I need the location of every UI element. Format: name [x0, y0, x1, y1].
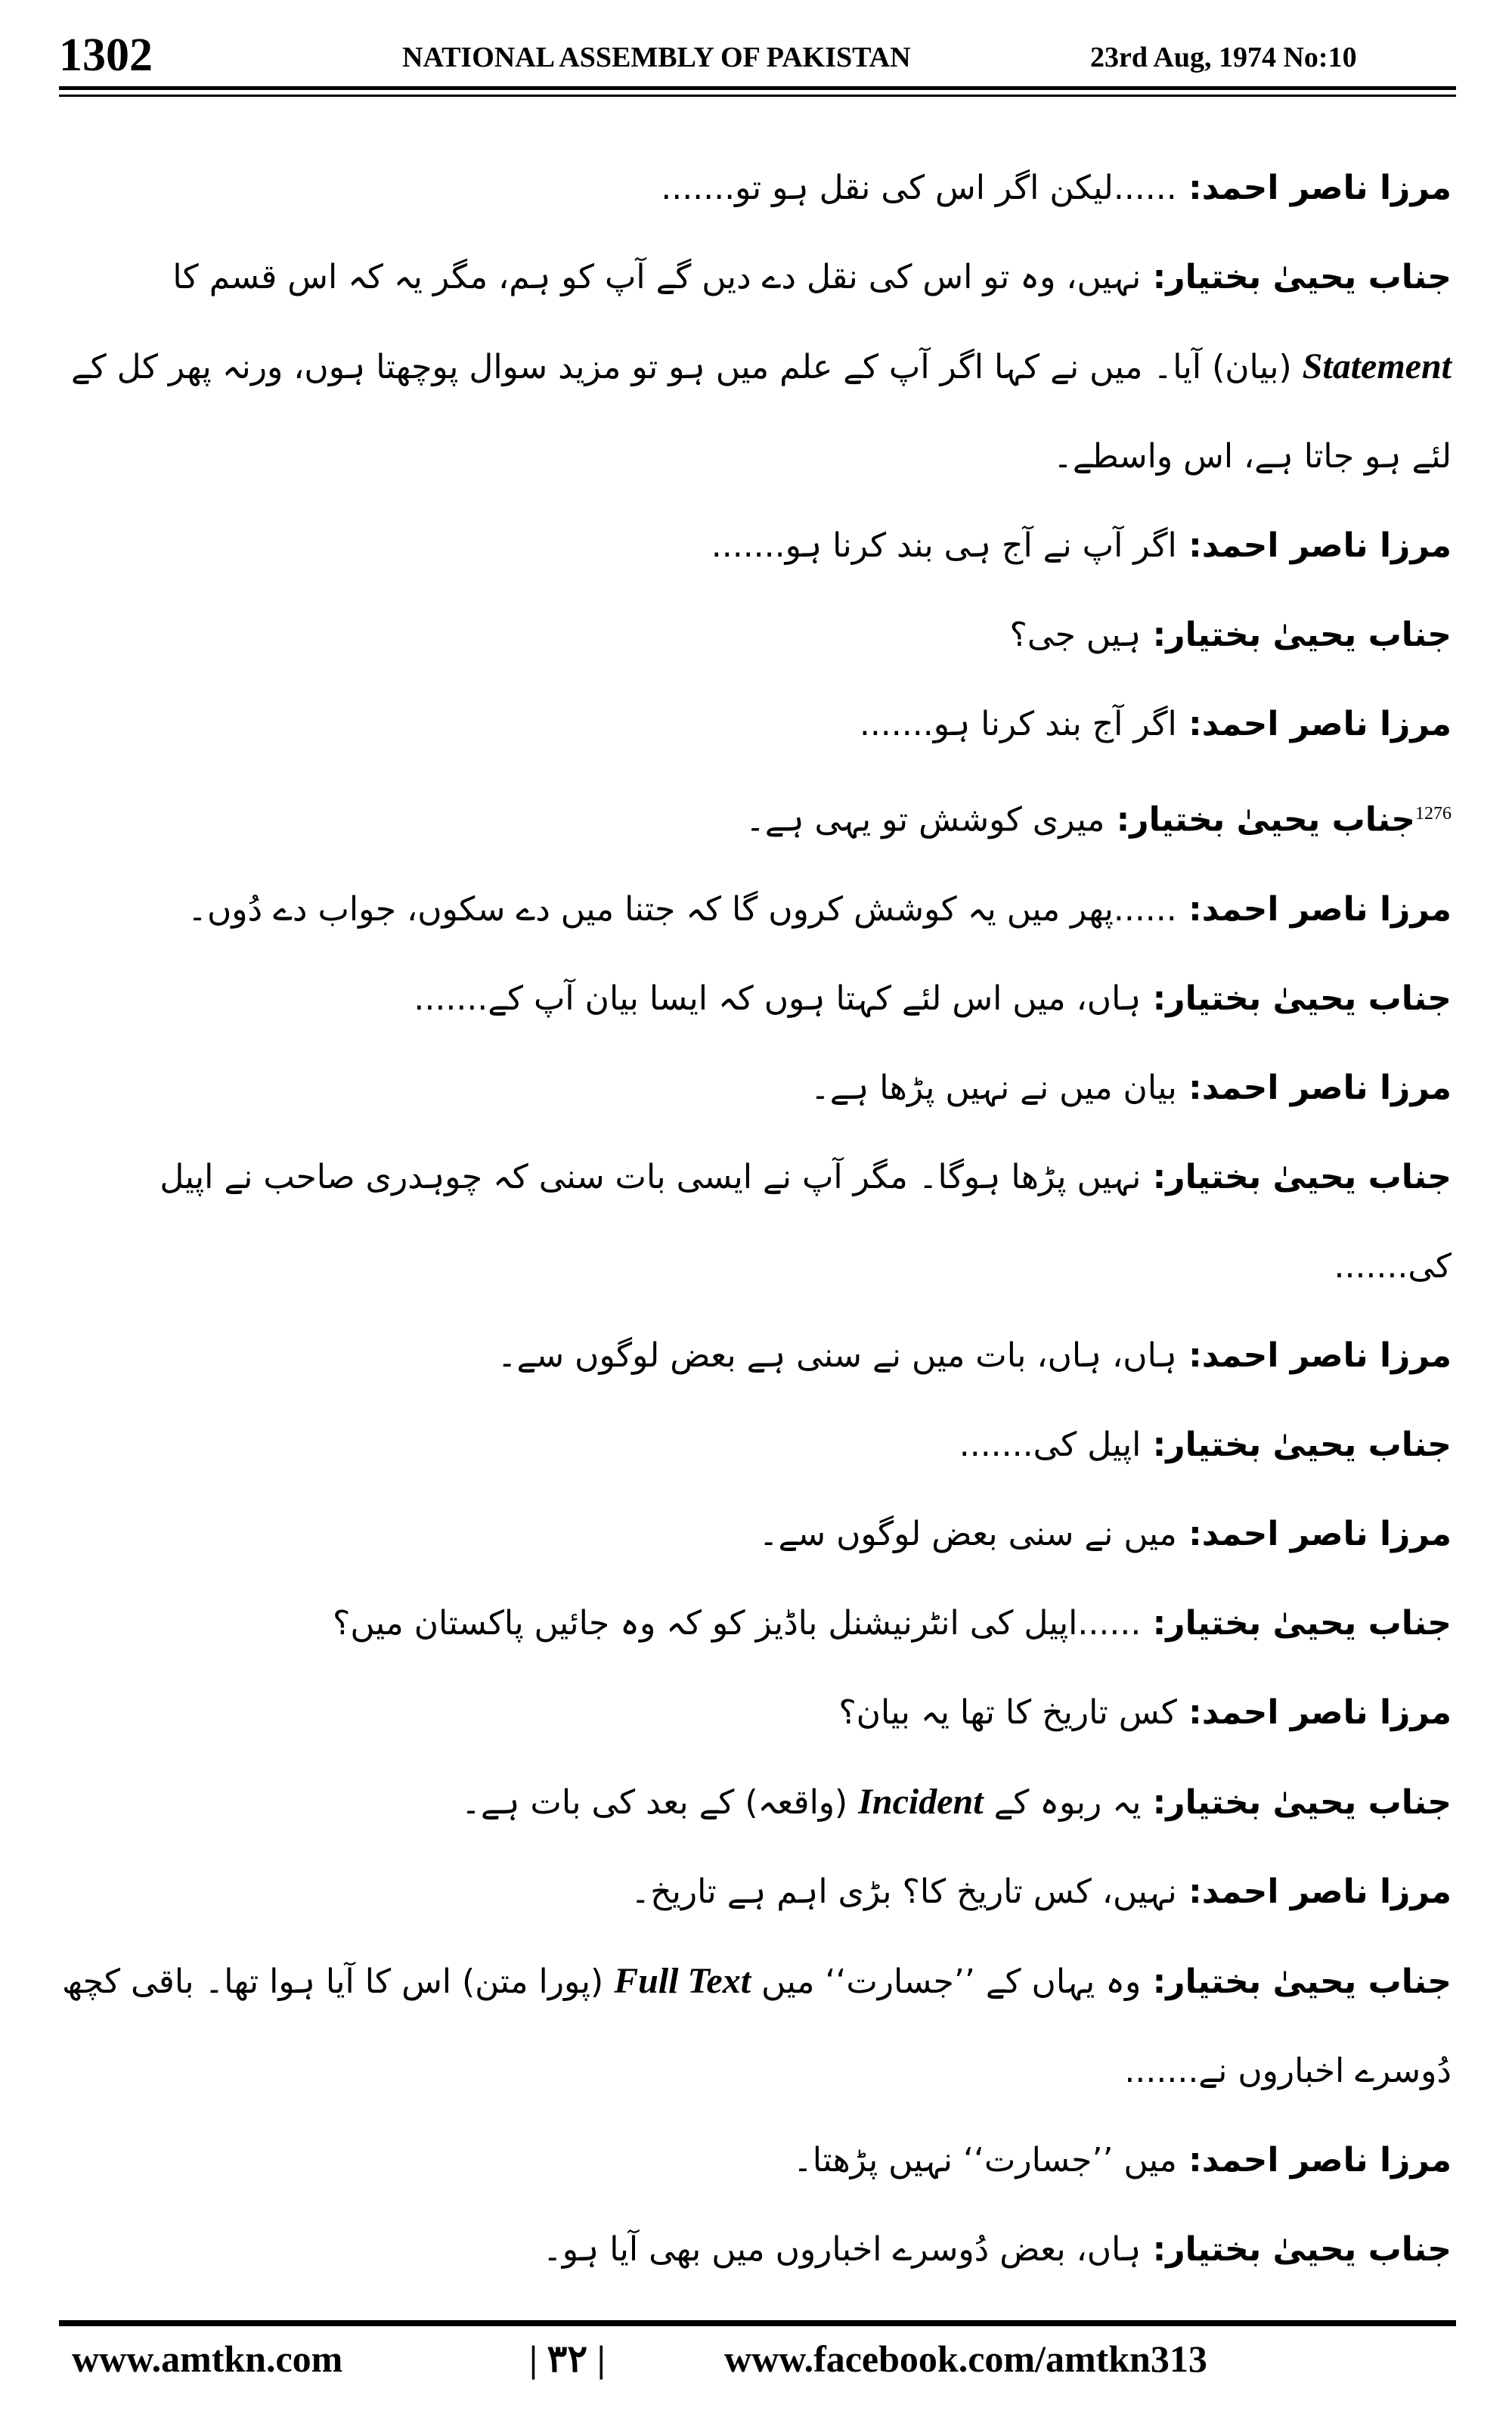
transcript-entry: $^{1276}$جناب یحییٰ بختیار: میری کوشش تو یہی ہے۔ — [745, 800, 1452, 839]
transcript-entry: مرزا ناصر احمد: میں ’’جسارت‘‘ نہیں پڑھتا۔ — [793, 2140, 1452, 2180]
speaker-name: مرزا ناصر احمد — [1201, 526, 1452, 565]
header-title: NATIONAL ASSEMBLY OF PAKISTAN — [402, 42, 911, 73]
speaker-name: جناب یحییٰ بختیار — [1166, 1782, 1452, 1822]
speaker-name: جناب یحییٰ بختیار — [1166, 2229, 1452, 2269]
transcript-entry: جناب یحییٰ بختیار: ......اپیل کی انٹرنیشنل باڈیز کو کہ وہ جائیں پاکستان میں؟ — [333, 1603, 1452, 1643]
transcript-entry: مرزا ناصر احمد: بیان میں نے نہیں پڑھا ہے۔ — [810, 1068, 1452, 1107]
speech-text: میں نے سنی بعض لوگوں سے۔ — [758, 1514, 1177, 1553]
transcript-entry: جناب یحییٰ بختیار: ہاں، میں اس لئے کہتا ہوں کہ ایسا بیان آپ کے....... — [414, 979, 1452, 1018]
speech-text: نہیں پڑھا ہوگا۔ مگر آپ نے ایسی بات سنی کہ چوہدری صاحب نے اپیل کی....... — [160, 1157, 1452, 1286]
speech-text: میں ’’جسارت‘‘ نہیں پڑھتا۔ — [793, 2140, 1177, 2180]
speech-text: وہ یہاں کے ’’جسارت‘‘ میں — [761, 1962, 1142, 2001]
transcript-entry: مرزا ناصر احمد: اگر آپ نے آج ہی بند کرنا ہو....... — [711, 526, 1452, 565]
speech-text: ہاں، بعض دُوسرے اخباروں میں بھی آیا ہو۔ — [542, 2229, 1142, 2269]
speaker-name: مرزا ناصر احمد — [1201, 1068, 1452, 1107]
speech-text: ہاں، میں اس لئے کہتا ہوں کہ ایسا بیان آپ کے....... — [414, 979, 1142, 1018]
speaker-name: جناب یحییٰ بختیار — [1166, 1425, 1452, 1464]
speaker-name: جناب یحییٰ بختیار — [1166, 258, 1452, 296]
transcript-entry: جناب یحییٰ بختیار: یہ ربوہ کے Incident (واقعہ) کے بعد کی بات ہے۔ — [461, 1781, 1452, 1822]
speech-text: اپیل کی....... — [959, 1425, 1142, 1464]
footer-page-number: | ۳۲ | — [529, 2338, 606, 2380]
speaker-name: مرزا ناصر احمد — [1201, 889, 1452, 929]
speaker-name: جناب یحییٰ بختیار — [1166, 979, 1452, 1018]
speaker-name: جناب یحییٰ بختیار — [1166, 1157, 1452, 1196]
speaker-name: جناب یحییٰ بختیار — [1166, 616, 1452, 654]
speech-text: ہیں جی؟ — [1009, 616, 1142, 654]
transcript-entry: مرزا ناصر احمد: ......لیکن اگر اس کی نقل ہو تو....... — [661, 169, 1452, 207]
speech-text-continued: (واقعہ) کے بعد کی بات ہے۔ — [461, 1782, 848, 1822]
transcript-entry: مرزا ناصر احمد: ہاں، ہاں، بات میں نے سنی ہے بعض لوگوں سے۔ — [497, 1336, 1452, 1375]
footer-facebook-link[interactable]: www.facebook.com/amtkn313 — [724, 2338, 1207, 2380]
speech-text: بیان میں نے نہیں پڑھا ہے۔ — [810, 1068, 1177, 1107]
transcript-entry: مرزا ناصر احمد: میں نے سنی بعض لوگوں سے۔ — [758, 1514, 1452, 1553]
speech-text: ......لیکن اگر اس کی نقل ہو تو....... — [661, 169, 1177, 207]
speech-text: ......اپیل کی انٹرنیشنل باڈیز کو کہ وہ جائیں پاکستان میں؟ — [333, 1603, 1142, 1643]
speaker-name: مرزا ناصر احمد — [1201, 169, 1452, 207]
transcript-body — [60, 144, 1452, 2294]
transcript-entry: مرزا ناصر احمد: اگر آج بند کرنا ہو....... — [859, 705, 1452, 743]
page-number: 1302 — [59, 29, 153, 81]
speech-text: نہیں، وہ تو اس کی نقل دے دیں گے آپ کو ہم، مگر یہ کہ اس قسم کا — [172, 258, 1142, 296]
footer-website-link[interactable]: www.amtkn.com — [72, 2338, 343, 2380]
english-term: Full Text — [614, 1960, 751, 2001]
speaker-name: مرزا ناصر احمد — [1201, 1872, 1452, 1911]
english-term: Statement — [1302, 346, 1452, 386]
header-date: 23rd Aug, 1974 No:10 — [1090, 42, 1357, 73]
transcript-entry: مرزا ناصر احمد: نہیں، کس تاریخ کا؟ بڑی اہم ہے تاریخ۔ — [631, 1872, 1452, 1911]
transcript-entry: مرزا ناصر احمد: کس تاریخ کا تھا یہ بیان؟ — [838, 1692, 1452, 1732]
speaker-name: مرزا ناصر احمد — [1201, 1514, 1452, 1553]
speech-text: ہاں، ہاں، بات میں نے سنی ہے بعض لوگوں سے۔ — [497, 1336, 1177, 1375]
speech-text: اگر آپ نے آج ہی بند کرنا ہو....... — [711, 526, 1177, 565]
transcript-entry: جناب یحییٰ بختیار: ہاں، بعض دُوسرے اخباروں میں بھی آیا ہو۔ — [542, 2229, 1452, 2269]
transcript-entry: جناب یحییٰ بختیار: ہیں جی؟ — [1009, 616, 1452, 654]
speaker-name: جناب یحییٰ بختیار — [1129, 800, 1415, 839]
speech-text-continued: (پورا متن) اس کا آیا ہوا تھا۔ باقی کچھ دُوسرے اخباروں نے....... — [61, 1962, 1452, 2090]
speech-text: کس تاریخ کا تھا یہ بیان؟ — [838, 1692, 1177, 1732]
header-rule — [59, 86, 1456, 97]
speaker-name: مرزا ناصر احمد — [1201, 1336, 1452, 1375]
speaker-name: مرزا ناصر احمد — [1201, 705, 1452, 743]
speech-text: میری کوشش تو یہی ہے۔ — [745, 800, 1105, 839]
transcript-entry: مرزا ناصر احمد: ......پھر میں یہ کوشش کروں گا کہ جتنا میں دے سکوں، جواب دے دُوں۔ — [187, 889, 1452, 929]
speaker-name: مرزا ناصر احمد — [1201, 1692, 1452, 1732]
speech-text: ......پھر میں یہ کوشش کروں گا کہ جتنا میں دے سکوں، جواب دے دُوں۔ — [187, 889, 1177, 929]
speech-text: اگر آج بند کرنا ہو....... — [859, 705, 1177, 743]
speaker-name: جناب یحییٰ بختیار — [1166, 1962, 1452, 2001]
transcript-entry: جناب یحییٰ بختیار: اپیل کی....... — [959, 1425, 1452, 1464]
transcript-entry: جناب یحییٰ بختیار: نہیں، وہ تو اس کی نقل دے دیں گے آپ کو ہم، مگر یہ کہ اس قسم کا Statement (بیان) آیا۔ میں نے کہا اگر آپ کے علم میں ہو تو مزید سوال پوچھتا ہوں، ورنہ پھر کل کے لئے ہو جاتا ہے، اس واسطے۔ — [70, 258, 1452, 476]
speech-text: یہ ربوہ کے — [993, 1782, 1142, 1822]
speech-text: نہیں، کس تاریخ کا؟ بڑی اہم ہے تاریخ۔ — [631, 1872, 1177, 1911]
speaker-name: مرزا ناصر احمد — [1201, 2140, 1452, 2180]
speech-text-continued: (بیان) آیا۔ میں نے کہا اگر آپ کے علم میں ہو تو مزید سوال پوچھتا ہوں، ورنہ پھر کل کے لئے ہو جاتا ہے، اس واسطے۔ — [70, 348, 1452, 476]
footer-rule — [59, 2320, 1456, 2326]
transcript-entry: جناب یحییٰ بختیار: وہ یہاں کے ’’جسارت‘‘ میں Full Text (پورا متن) اس کا آیا ہوا تھا۔ باقی کچھ دُوسرے اخباروں نے....... — [61, 1960, 1452, 2090]
english-term: Incident — [858, 1781, 984, 1822]
transcript-entry: جناب یحییٰ بختیار: نہیں پڑھا ہوگا۔ مگر آپ نے ایسی بات سنی کہ چوہدری صاحب نے اپیل کی....... — [160, 1157, 1452, 1286]
speaker-name: جناب یحییٰ بختیار — [1166, 1603, 1452, 1643]
reference-number: 1276 — [1415, 804, 1452, 824]
